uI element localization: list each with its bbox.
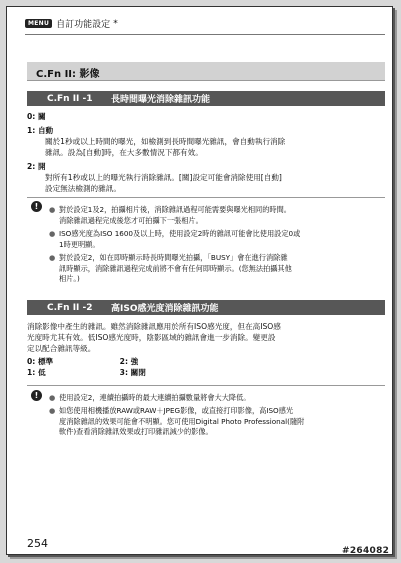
fn1-opt0: 0: 關: [27, 112, 46, 121]
fn1-opt2: 2: 開: [27, 162, 46, 171]
menu-badge: MENU: [25, 19, 52, 28]
fn2-code: C.Fn II -2: [47, 302, 93, 313]
id-stamp: #264082: [342, 546, 390, 556]
bullet-icon: ●: [49, 406, 56, 415]
fn1-title-bar: [27, 91, 385, 106]
caution-icon: !: [31, 390, 42, 401]
fn1-opt2-desc-2: 設定無法檢測的雜訊。: [45, 184, 121, 193]
bullet-icon: ●: [49, 253, 56, 262]
fn2-note-1: ● 使用設定2，連續拍攝時的最大連續拍攝數量將會大大降低。: [49, 393, 251, 402]
bullet-icon: ●: [49, 229, 56, 238]
bullet-icon: ●: [49, 205, 56, 214]
header-title: 自訂功能設定: [56, 20, 111, 30]
fn2-opt1: 1: 低: [27, 368, 46, 377]
fn1-code: C.Fn II -1: [47, 93, 93, 104]
page-header: [25, 17, 118, 30]
fn1-note-1: ● 對於設定1及2，拍攝相片後，消除雜訊過程可能需要與曝光相同的時間。 消除雜訊過程完成後您才可拍攝下一張相片。: [49, 205, 291, 225]
fn2-options: [27, 356, 146, 378]
bullet-icon: ●: [49, 393, 56, 402]
fn2-opt0: 0: 標準: [27, 357, 54, 366]
fn2-note-2: ● 如您使用相機播放RAW或RAW＋JPEG影像，或直接打印影像，高ISO感光 度消除雜訊的效果可能會不明顯。您可使用Digital Photo Professional(隨附 軟件)查看消除雜訊效果或打印雜訊減少的影像。: [49, 406, 305, 436]
fn1-opt1: 1: 自動: [27, 126, 54, 135]
fn2-notes-rule: [27, 385, 385, 386]
page-number: 254: [27, 537, 48, 550]
fn1-notes-rule: [27, 197, 385, 198]
fn1-opt1-desc-1: 關於1秒或以上時間的曝光，如檢測到長時間曝光雜訊，會自動執行消除: [45, 137, 286, 146]
fn1-opt1-desc-2: 雜訊。設為[自動]時，在大多數情況下都有效。: [45, 148, 203, 157]
header-rule: [25, 34, 385, 35]
fn2-opt2: 2: 強: [119, 357, 139, 366]
fn2-opt3: 3: 關閉: [119, 368, 146, 377]
fn1-title: 長時間曝光消除雜訊功能: [111, 95, 211, 105]
manual-page: [6, 6, 393, 555]
caution-icon: !: [31, 201, 42, 212]
fn1-opt2-desc-1: 對所有1秒或以上的曝光執行消除雜訊。[關]設定可能會消除使用[自動]: [45, 173, 282, 182]
fn2-title: 高ISO感光度消除雜訊功能: [111, 304, 219, 314]
fn2-title-bar: [27, 300, 385, 315]
fn1-note-3: ● 對於設定2，如在即時顯示時長時間曝光拍攝，「BUSY」會在進行消除雜 訊時顯示，消除雜訊過程完成前將不會有任何即時顯示。(您無法拍攝其他 相片。): [49, 253, 292, 283]
fn2-description: 消除影像中產生的雜訊。雖然消除雜訊應用於所有ISO感光度，但在高ISO感 光度時尤其有效。低ISO感光度時，陰影區域的雜訊會進一步消除。變更設 定以配合雜訊等級。: [27, 322, 281, 353]
section-title: C.Fn II: 影像: [27, 62, 385, 81]
header-star: *: [113, 18, 118, 29]
fn1-note-2: ● ISO感光度為ISO 1600及以上時，使用設定2時的雜訊可能會比使用設定0或 1時更明顯。: [49, 229, 301, 249]
